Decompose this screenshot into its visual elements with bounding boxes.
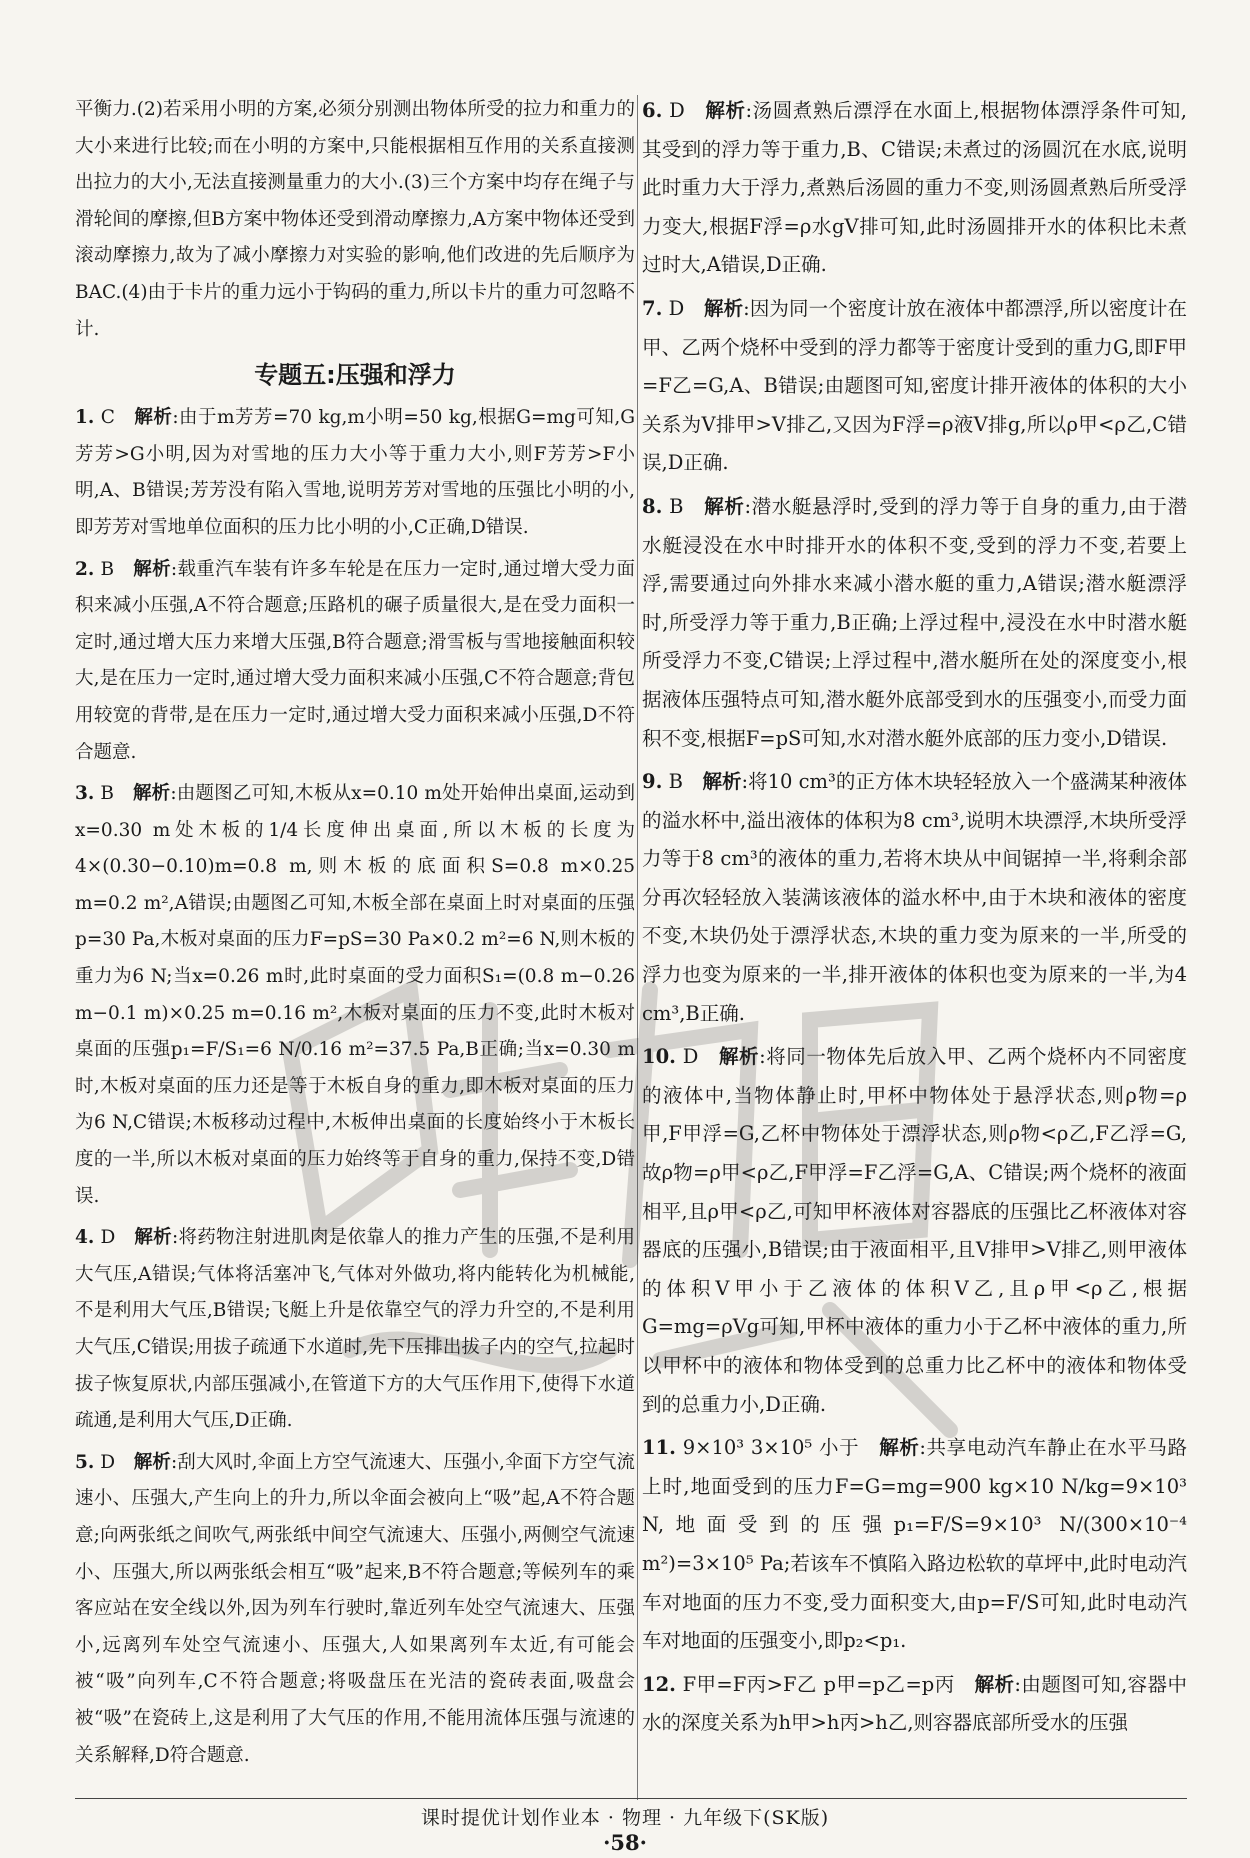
question-number: 8. <box>642 494 663 518</box>
question-answer: B <box>668 770 683 794</box>
left-column <box>75 92 635 1779</box>
question-answer: D <box>668 296 685 320</box>
intro-paragraph: 平衡力.(2)若采用小明的方案,必须分别测出物体所受的拉力和重力的大小来进行比较;而在小明的方案中,只能根据相互作用的关系直接测出拉力的大小,无法直接测量重力的大小.(3)三个方案中均存在绳子与滑轮间的摩擦,但B方案中物体还受到滑动摩擦力,A方案中物体还受到滚动摩擦力,故为了减小摩擦力对实验的影响,他们改进的先后顺序为BAC.(4)由于卡片的重力远小于钩码的重力,所以卡片的重力可忽略不计. <box>75 99 635 340</box>
analysis-tag: 解析 <box>134 407 173 429</box>
question-number: 5. <box>75 1451 95 1473</box>
question-explanation: :汤圆煮熟后漂浮在水面上,根据物体漂浮条件可知,其受到的浮力等于重力,B、C错误;未煮过的汤圆沉在水底,说明此时重力大于浮力,煮熟后汤圆的重力不变,则汤圆煮熟后所受浮力变大,根据F浮=ρ水gV排可知,此时汤圆排开水的体积比未煮过时大,A错误,D正确. <box>642 99 1187 277</box>
question-number: 2. <box>75 558 95 580</box>
question-number: 10. <box>642 1045 676 1069</box>
page-number: ·58· <box>603 1830 647 1855</box>
analysis-tag: 解析 <box>133 1451 171 1473</box>
analysis-tag: 解析 <box>705 99 746 122</box>
question-explanation: :由题图乙可知,木板从x=0.10 m处开始伸出桌面,运动到x=0.30 m处木板的1/4长度伸出桌面,所以木板的长度为4×(0.30−0.10)m=0.8 m,则木板的底面积S=0.8 m×0.25 m=0.2 m²,A错误;由题图乙可知,木板全部在桌面上时对桌面的压强p=30 Pa,木板对桌面的压力F=pS=30 Pa×0.2 m²=6 N,则木板的重力为6 N;当x=0.26 m时,此时桌面的受力面积S₁=(0.8 m−0.26 m−0.1 m)×0.25 m=0.16 m²,木板对桌面的压力不变,此时木板对桌面的压强p₁=F/S₁=6 N/0.16 m²=37.5 Pa,B正确;当x=0.30 m时,木板对桌面的压力还是等于木板自身的重力,即木板对桌面的压力为6 N,C错误;木板移动过程中,木板伸出桌面的长度始终小于木板长度的一半,所以木板对桌面的压力始终等于自身的重力,保持不变,D错误. <box>75 783 635 1207</box>
question-item <box>75 552 635 772</box>
question-explanation: :载重汽车装有许多车轮是在压力一定时,通过增大受力面积来减小压强,A不符合题意;压路机的碾子质量很大,是在受力面积一定时,通过增大压力来增大压强,B符合题意;滑雪板与雪地接触面积较大,是在压力一定时,通过增大受力面积来减小压强,C不符合题意;背包用较宽的背带,是在压力一定时,通过增大受力面积来减小压强,D不符合题意. <box>75 558 635 763</box>
question-number: 1. <box>75 407 95 429</box>
analysis-tag: 解析 <box>132 783 171 805</box>
question-item <box>642 488 1187 758</box>
column-divider <box>637 95 638 1800</box>
analysis-tag: 解析 <box>718 1045 760 1069</box>
question-answer: D <box>100 1227 116 1249</box>
question-number: 6. <box>642 99 663 122</box>
question-explanation: :潜水艇悬浮时,受到的浮力等于自身的重力,由于潜水艇浸没在水中时排开水的体积不变,受到的浮力不变,若要上浮,需要通过向外排水来减小潜水艇的重力,A错误;潜水艇漂浮时,所受浮力等于重力,B正确;上浮过程中,浸没在水中时潜水艇所受浮力不变,C错误;上浮过程中,潜水艇所在处的深度变小,根据液体压强特点可知,潜水艇外底部受到水的压强变小,而受力面积不变,根据F=pS可知,水对潜水艇外底部的压力变小,D错误. <box>642 494 1187 750</box>
question-number: 11. <box>642 1436 676 1460</box>
question-item <box>642 1666 1187 1743</box>
question-number: 3. <box>75 783 95 805</box>
question-item <box>75 400 635 546</box>
analysis-tag: 解析 <box>879 1436 920 1460</box>
analysis-tag: 解析 <box>134 1227 172 1249</box>
question-explanation: :将同一物体先后放入甲、乙两个烧杯内不同密度的液体中,当物体静止时,甲杯中物体处于悬浮状态,则ρ物=ρ甲,F甲浮=G,乙杯中物体处于漂浮状态,则ρ物<ρ乙,F乙浮=G,故ρ物=ρ甲<ρ乙,F甲浮=F乙浮=G,A、C错误;两个烧杯的液面相平,且ρ甲<ρ乙,可知甲杯液体对容器底的压强比乙杯液体对容器底的压强小,B错误;由于液面相平,且V排甲>V排乙,则甲液体的体积V甲小于乙液体的体积V乙,且ρ甲<ρ乙,根据G=mg=ρVg可知,甲杯中液体的重力小于乙杯中液体的重力,所以甲杯中的液体和物体受到的总重力比乙杯中的液体和物体受到的总重力小,D正确. <box>642 1045 1187 1416</box>
question-answer: F甲=F丙>F乙 p甲=p乙=p丙 <box>682 1672 955 1696</box>
question-answer: B <box>100 558 115 580</box>
question-number: 12. <box>642 1672 676 1696</box>
question-answer: D <box>669 99 685 122</box>
footer-rule <box>75 1798 1187 1799</box>
right-question-list <box>642 92 1187 1743</box>
question-number: 4. <box>75 1227 95 1249</box>
question-item <box>642 92 1187 285</box>
question-number: 7. <box>642 296 663 320</box>
analysis-tag: 解析 <box>702 770 742 794</box>
footer-text: 课时提优计划作业本 · 物理 · 九年级下(SK版) <box>420 1807 830 1829</box>
question-item <box>75 1220 635 1440</box>
question-item <box>75 1445 635 1774</box>
question-item <box>75 776 635 1215</box>
question-answer: 9×10³ 3×10⁵ 小于 <box>682 1436 860 1460</box>
left-question-list <box>75 400 635 1774</box>
question-item <box>642 763 1187 1033</box>
question-answer: D <box>100 1451 116 1473</box>
question-explanation: :将药物注射进肌肉是依靠人的推力产生的压强,不是利用大气压,A错误;气体将活塞冲飞,气体对外做功,将内能转化为机械能,不是利用大气压,B错误;飞艇上升是依靠空气的浮力升空的,不是利用大气压,C错误;用拔子疏通下水道时,先下压排出拔子内的空气,拉起时拔子恢复原状,内部压强减小,在管道下方的大气压作用下,使得下水道疏通,是利用大气压,D正确. <box>75 1227 635 1432</box>
question-item <box>642 290 1187 483</box>
right-column <box>642 92 1187 1748</box>
question-explanation: :刮大风时,伞面上方空气流速大、压强小,伞面下方空气流速小、压强大,产生向上的升力,所以伞面会被向上“吸”起,A不符合题意;向两张纸之间吹气,两张纸中间空气流速大、压强小,两侧空气流速小、压强大,所以两张纸会相互“吸”起来,B不符合题意;等候列车的乘客应站在安全线以外,因为列车行驶时,靠近列车处空气流速大、压强小,远离列车处空气流速小、压强大,人如果离列车太近,有可能会被“吸”向列车,C不符合题意;将吸盘压在光洁的瓷砖表面,吸盘会被“吸”在瓷砖上,这是利用了大气压的作用,不能用流体压强与流速的关系解释,D符合题意. <box>75 1451 635 1766</box>
question-answer: B <box>100 783 115 805</box>
question-answer: C <box>100 407 115 429</box>
question-explanation: :共享电动汽车静止在水平马路上时,地面受到的压力F=G=mg=900 kg×10 N/kg=9×10³ N,地面受到的压强p₁=F/S=9×10³ N/(300×10⁻⁴ m²)=3×10⁵ Pa;若该车不慎陷入路边松软的草坪中,此时电动汽车对地面的压力不变,受力面积变大,由p=F/S可知,此时电动汽车对地面的压强变小,即p₂<p₁. <box>642 1436 1187 1653</box>
analysis-tag: 解析 <box>704 494 745 518</box>
question-answer: B <box>669 494 684 518</box>
analysis-tag: 解析 <box>703 296 744 320</box>
question-explanation: :由于m芳芳=70 kg,m小明=50 kg,根据G=mg可知,G芳芳>G小明,因为对雪地的压力大小等于重力大小,则F芳芳>F小明,A、B错误;芳芳没有陷入雪地,说明芳芳对雪地的压强比小明的小,即芳芳对雪地单位面积的压力比小明的小,C正确,D错误. <box>75 407 635 538</box>
question-number: 9. <box>642 770 663 794</box>
analysis-tag: 解析 <box>974 1672 1015 1696</box>
analysis-tag: 解析 <box>133 558 171 580</box>
question-explanation: :将10 cm³的正方体木块轻轻放入一个盛满某种液体的溢水杯中,溢出液体的体积为8 cm³,说明木块漂浮,木块所受浮力等于8 cm³的液体的重力,若将木块从中间锯掉一半,将剩余部分再次轻轻放入装满该液体的溢水杯中,由于木块和液体的密度不变,木块仍处于漂浮状态,木块的重力变为原来的一半,所受的浮力也变为原来的一半,排开液体的体积也变为原来的一半,为4 cm³,B正确. <box>642 770 1187 1025</box>
question-explanation: :由题图可知,容器中水的深度关系为h甲>h丙>h乙,则容器底部所受水的压强 <box>642 1672 1187 1735</box>
question-answer: D <box>682 1045 699 1069</box>
question-explanation: :因为同一个密度计放在液体中都漂浮,所以密度计在甲、乙两个烧杯中受到的浮力都等于密度计受到的重力G,即F甲=F乙=G,A、B错误;由题图可知,密度计排开液体的体积的大小关系为V排甲>V排乙,又因为F浮=ρ液V排g,所以ρ甲<ρ乙,C错误,D正确. <box>642 296 1187 475</box>
question-item <box>642 1429 1187 1661</box>
section-title: 专题五:压强和浮力 <box>254 361 456 390</box>
question-item <box>642 1038 1187 1424</box>
